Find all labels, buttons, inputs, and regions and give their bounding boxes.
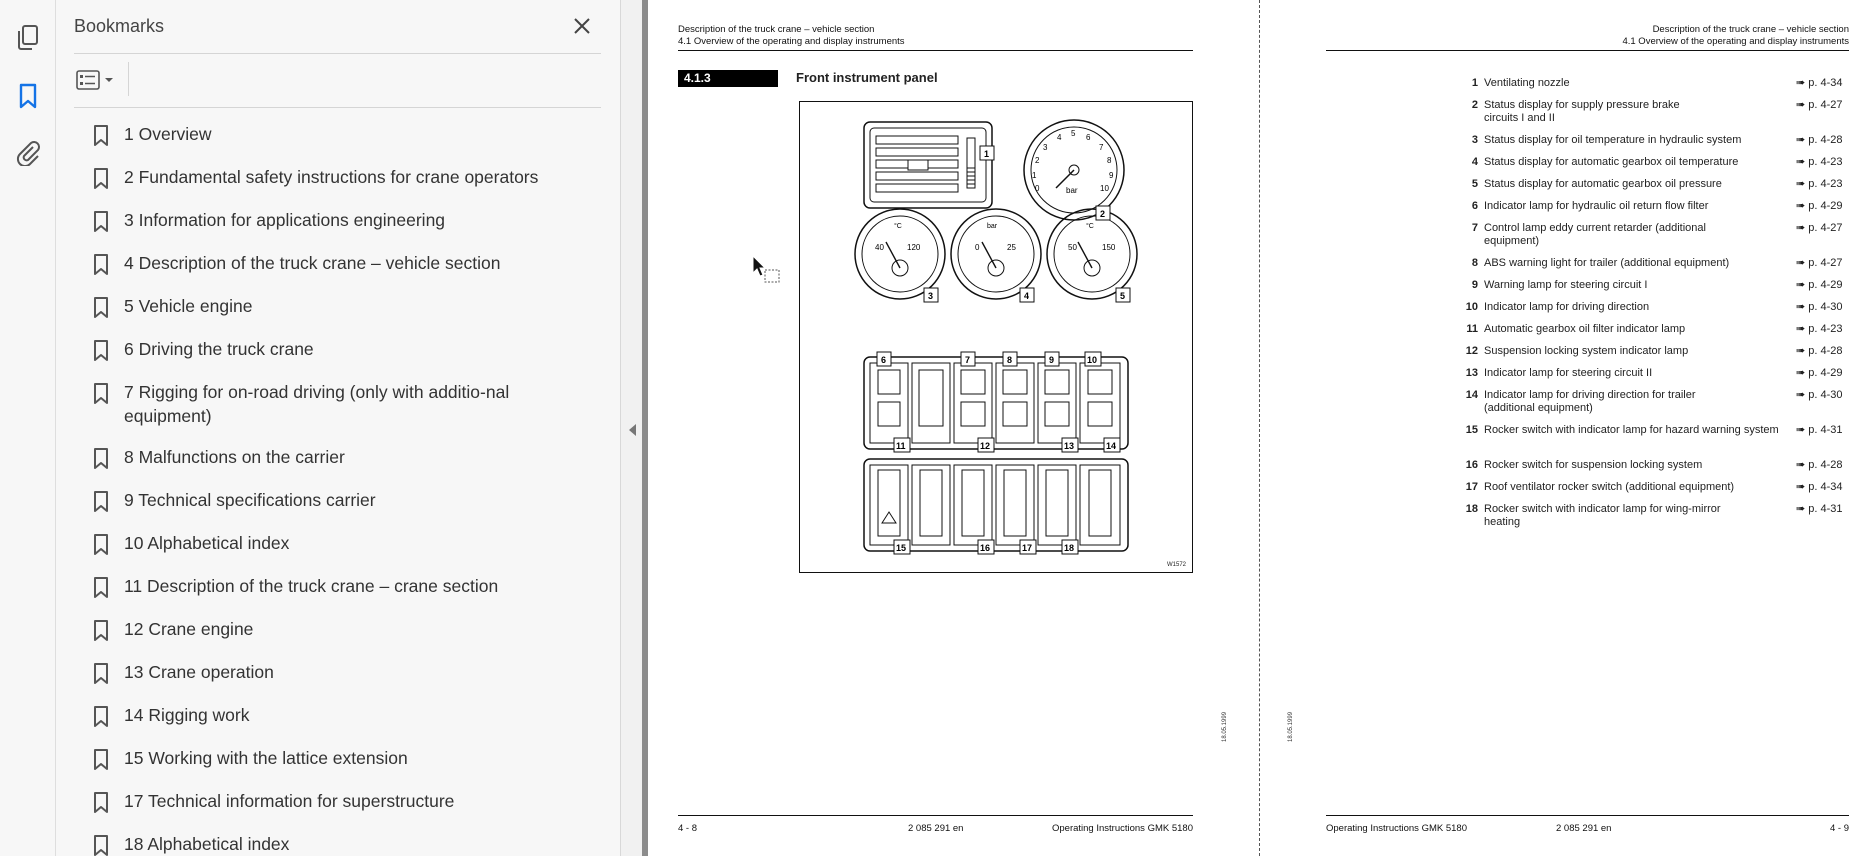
page-reference[interactable]: ➠ p. 4-28 — [1796, 345, 1843, 357]
legend-number: 5 — [1471, 178, 1478, 190]
bookmark-item[interactable] — [92, 613, 602, 647]
footer-doc-number: 2 085 291 en — [908, 823, 964, 834]
page-reference[interactable]: ➠ p. 4-23 — [1796, 323, 1843, 335]
page-reference[interactable]: ➠ p. 4-27 — [1796, 99, 1843, 111]
svg-text:40: 40 — [875, 243, 884, 252]
legend-text: Automatic gearbox oil filter indicator lamp — [1484, 323, 1686, 335]
legend-list — [1458, 77, 1848, 538]
legend-number: 17 — [1465, 481, 1478, 493]
legend-number: 15 — [1465, 424, 1478, 436]
bookmark-label: 5 Vehicle engine — [124, 296, 253, 316]
svg-text:2: 2 — [1035, 156, 1040, 165]
legend-item — [1458, 77, 1848, 90]
bookmark-icon — [92, 619, 110, 643]
bookmark-icon[interactable] — [12, 80, 44, 112]
legend-number: 9 — [1471, 279, 1478, 291]
sidebar-rail — [0, 0, 56, 856]
document-view — [648, 0, 1860, 856]
bookmark-icon — [92, 210, 110, 234]
svg-text:18: 18 — [1064, 543, 1075, 553]
svg-text:120: 120 — [907, 243, 921, 252]
page-reference[interactable]: ➠ p. 4-30 — [1796, 389, 1843, 401]
legend-number: 7 — [1471, 222, 1478, 234]
footer-title: Operating Instructions GMK 5180 — [1326, 823, 1467, 834]
divider — [74, 53, 601, 54]
bookmark-icon — [92, 576, 110, 600]
legend-number: 8 — [1471, 257, 1478, 269]
list-options-icon — [76, 70, 100, 90]
legend-number: 10 — [1465, 301, 1478, 313]
rocker-switch-panel — [864, 459, 1128, 551]
svg-text:6: 6 — [1086, 133, 1091, 142]
legend-number: 18 — [1465, 503, 1478, 515]
legend-text: Rocker switch with indicator lamp for hazard warning system — [1484, 424, 1779, 436]
svg-text:10: 10 — [1100, 184, 1109, 193]
legend-text: Control lamp eddy current retarder (additional equipment) — [1484, 222, 1706, 247]
svg-text:16: 16 — [980, 543, 991, 553]
footer-page-number: 4 - 8 — [678, 823, 698, 834]
svg-text:12: 12 — [980, 441, 991, 451]
legend-item — [1458, 134, 1848, 147]
page-reference[interactable]: ➠ p. 4-28 — [1796, 134, 1843, 146]
ventilating-nozzle — [864, 122, 992, 208]
header-line: Description of the truck crane – vehicle section — [1652, 24, 1849, 35]
page-reference[interactable]: ➠ p. 4-29 — [1796, 367, 1843, 379]
legend-text: Status display for supply pressure brake circuits I and II — [1484, 99, 1680, 124]
bookmark-icon — [92, 253, 110, 277]
bookmark-icon — [92, 662, 110, 686]
bookmark-item[interactable] — [92, 570, 602, 604]
svg-text:3: 3 — [928, 291, 934, 301]
section-number: 4.1.3 — [678, 70, 778, 87]
figure-id: W1572 — [1166, 562, 1186, 568]
bookmark-label: 10 Alphabetical index — [124, 533, 290, 553]
svg-text:13: 13 — [1064, 441, 1075, 451]
bookmark-icon — [92, 791, 110, 815]
legend-text: ABS warning light for trailer (additional equipment) — [1484, 257, 1730, 269]
side-date: 18.05.1999 — [1222, 711, 1228, 742]
bookmark-options-button[interactable] — [76, 66, 122, 94]
bookmark-list — [92, 118, 602, 856]
legend-item — [1458, 323, 1848, 336]
bookmark-item[interactable] — [92, 441, 602, 475]
bookmark-icon — [92, 296, 110, 320]
legend-text: Rocker switch with indicator lamp for wing-mirror heating — [1484, 503, 1721, 528]
bookmark-item[interactable] — [92, 247, 602, 281]
svg-text:4: 4 — [1057, 133, 1062, 142]
bookmark-icon — [92, 382, 110, 406]
legend-text: Indicator lamp for driving direction — [1484, 301, 1650, 313]
bookmarks-panel — [56, 0, 620, 856]
bookmark-icon — [92, 748, 110, 772]
close-icon[interactable] — [570, 14, 594, 38]
svg-text:14: 14 — [1106, 441, 1117, 451]
bookmark-label: 17 Technical information for superstructure — [124, 791, 455, 811]
attachment-icon[interactable] — [12, 136, 44, 168]
svg-text:17: 17 — [1022, 543, 1033, 553]
bookmark-item[interactable] — [92, 828, 602, 856]
svg-text:1: 1 — [984, 149, 990, 159]
legend-number: 16 — [1465, 459, 1478, 471]
bookmark-label: 7 Rigging for on-road driving (only with additio-nal equipment) — [124, 382, 510, 426]
panel-title: Bookmarks — [74, 16, 165, 36]
svg-text:7: 7 — [1099, 143, 1104, 152]
svg-text:bar: bar — [1066, 186, 1078, 195]
svg-text:8: 8 — [1107, 156, 1112, 165]
bookmark-item[interactable] — [92, 527, 602, 561]
legend-text: Ventilating nozzle — [1484, 77, 1570, 89]
page-reference[interactable]: ➠ p. 4-27 — [1796, 257, 1843, 269]
svg-text:4: 4 — [1024, 291, 1030, 301]
bookmark-item[interactable] — [92, 161, 602, 195]
bookmark-item[interactable] — [92, 484, 602, 518]
bookmark-icon — [92, 447, 110, 471]
page-reference[interactable]: ➠ p. 4-23 — [1796, 178, 1843, 190]
section-title: Front instrument panel — [796, 70, 938, 85]
legend-text: Roof ventilator rocker switch (additional equipment) — [1484, 481, 1735, 493]
bookmark-item[interactable] — [92, 204, 602, 238]
footer-doc-number: 2 085 291 en — [1556, 823, 1612, 834]
bookmark-item[interactable] — [92, 376, 602, 432]
svg-text:bar: bar — [987, 223, 998, 230]
hydraulic-oil-temperature-gauge — [855, 209, 945, 299]
legend-item — [1458, 459, 1848, 472]
bookmark-label: 3 Information for applications engineering — [124, 210, 446, 230]
bookmark-label: 2 Fundamental safety instructions for crane operators — [124, 167, 539, 187]
svg-text:°C: °C — [894, 223, 902, 230]
legend-item — [1458, 481, 1848, 494]
bookmark-label: 13 Crane operation — [124, 662, 274, 682]
bookmark-label: 12 Crane engine — [124, 619, 254, 639]
header-line: 4.1 Overview of the operating and display instruments — [1622, 36, 1849, 47]
page-reference[interactable]: ➠ p. 4-31 — [1796, 503, 1843, 515]
bookmark-item[interactable] — [92, 785, 602, 819]
gearbox-oil-pressure-gauge — [1047, 209, 1137, 299]
svg-text:10: 10 — [1087, 355, 1098, 365]
svg-text:11: 11 — [896, 441, 906, 451]
side-date: 18.05.1999 — [1288, 711, 1294, 742]
page-reference[interactable]: ➠ p. 4-27 — [1796, 222, 1843, 234]
bookmark-item[interactable] — [92, 656, 602, 690]
bookmark-label: 1 Overview — [124, 124, 212, 144]
pages-icon[interactable] — [12, 22, 44, 54]
footer-rule — [678, 815, 1193, 816]
bookmark-label: 14 Rigging work — [124, 705, 250, 725]
bookmark-icon — [92, 490, 110, 514]
bookmark-item[interactable] — [92, 118, 602, 152]
chevron-down-icon — [104, 76, 114, 84]
legend-number: 2 — [1471, 99, 1478, 111]
bookmark-icon — [92, 533, 110, 557]
svg-text:0: 0 — [975, 243, 980, 252]
svg-text:50: 50 — [1068, 243, 1077, 252]
legend-text: Indicator lamp for hydraulic oil return flow filter — [1484, 200, 1709, 212]
legend-item — [1458, 156, 1848, 169]
header-line: Description of the truck crane – vehicle section — [678, 24, 875, 35]
legend-item — [1458, 178, 1848, 191]
bookmark-label: 18 Alphabetical index — [124, 834, 290, 854]
svg-text:°C: °C — [1086, 223, 1094, 230]
svg-text:8: 8 — [1007, 355, 1013, 365]
legend-text: Suspension locking system indicator lamp — [1484, 345, 1689, 357]
page-header — [1326, 24, 1849, 48]
legend-text: Status display for automatic gearbox oil temperature — [1484, 156, 1739, 168]
legend-item — [1458, 345, 1848, 358]
legend-text: Status display for oil temperature in hydraulic system — [1484, 134, 1742, 146]
svg-text:6: 6 — [881, 355, 887, 365]
legend-number: 14 — [1465, 389, 1478, 401]
legend-item — [1458, 301, 1848, 314]
svg-text:7: 7 — [965, 355, 971, 365]
legend-item — [1458, 99, 1848, 125]
legend-text: Warning lamp for steering circuit I — [1484, 279, 1648, 291]
header-rule — [1326, 50, 1849, 51]
instrument-panel-drawing — [800, 102, 1191, 571]
legend-item — [1458, 279, 1848, 292]
legend-item — [1458, 424, 1848, 450]
footer-page-number: 4 - 9 — [1829, 823, 1849, 834]
bookmark-icon — [92, 167, 110, 191]
divider — [128, 62, 129, 96]
footer-title: Operating Instructions GMK 5180 — [1052, 823, 1193, 834]
legend-item — [1458, 222, 1848, 248]
legend-text: Status display for automatic gearbox oil pressure — [1484, 178, 1722, 190]
legend-item — [1458, 503, 1848, 529]
pressure-gauge — [1024, 120, 1124, 220]
svg-text:150: 150 — [1102, 243, 1116, 252]
legend-item — [1458, 389, 1848, 415]
bookmark-icon — [92, 705, 110, 729]
page-reference[interactable]: ➠ p. 4-28 — [1796, 459, 1843, 471]
divider — [74, 107, 601, 108]
legend-item — [1458, 257, 1848, 270]
legend-number: 11 — [1466, 323, 1478, 335]
instrument-panel-figure — [799, 101, 1193, 573]
svg-text:2: 2 — [1100, 209, 1106, 219]
bookmark-label: 6 Driving the truck crane — [124, 339, 314, 359]
page-reference[interactable]: ➠ p. 4-30 — [1796, 301, 1843, 313]
bookmark-icon — [92, 124, 110, 148]
bookmark-item[interactable] — [92, 742, 602, 776]
page-divider — [1259, 0, 1260, 856]
bookmark-icon — [92, 339, 110, 363]
bookmark-item[interactable] — [92, 333, 602, 367]
page-reference[interactable]: ➠ p. 4-29 — [1796, 200, 1843, 212]
svg-text:9: 9 — [1049, 355, 1055, 365]
bookmark-label: 11 Description of the truck crane – crane section — [124, 576, 499, 596]
legend-item — [1458, 200, 1848, 213]
svg-text:1: 1 — [1032, 171, 1037, 180]
mouse-cursor-icon — [752, 255, 782, 294]
svg-text:5: 5 — [1120, 291, 1126, 301]
legend-number: 6 — [1471, 200, 1478, 212]
page-reference[interactable]: ➠ p. 4-34 — [1796, 77, 1843, 89]
bookmark-label: 4 Description of the truck crane – vehicle section — [124, 253, 501, 273]
legend-text: Rocker switch for suspension locking system — [1484, 459, 1703, 471]
legend-number: 4 — [1471, 156, 1478, 168]
page-header — [678, 24, 905, 48]
bookmark-label: 9 Technical specifications carrier — [124, 490, 376, 510]
legend-number: 12 — [1465, 345, 1478, 357]
indicator-lamp-panel — [864, 357, 1128, 449]
header-rule — [678, 50, 1193, 51]
bookmark-icon — [92, 834, 110, 856]
page-reference[interactable]: ➠ p. 4-31 — [1796, 424, 1843, 436]
gearbox-oil-temperature-gauge — [951, 209, 1041, 299]
legend-number: 3 — [1471, 134, 1478, 146]
page-reference[interactable]: ➠ p. 4-34 — [1796, 481, 1843, 493]
bookmark-label: 8 Malfunctions on the carrier — [124, 447, 345, 467]
legend-text: Indicator lamp for steering circuit II — [1484, 367, 1653, 379]
footer-rule — [1326, 815, 1849, 816]
legend-number: 13 — [1465, 367, 1478, 379]
svg-text:9: 9 — [1109, 171, 1114, 180]
svg-text:3: 3 — [1043, 143, 1048, 152]
collapse-panel-icon[interactable] — [629, 424, 636, 436]
header-line: 4.1 Overview of the operating and display instruments — [678, 36, 905, 47]
page-reference[interactable]: ➠ p. 4-23 — [1796, 156, 1843, 168]
svg-text:5: 5 — [1071, 129, 1076, 138]
svg-text:15: 15 — [896, 543, 907, 553]
legend-item — [1458, 367, 1848, 380]
legend-text: Indicator lamp for driving direction for trailer (additional equipment) — [1484, 389, 1696, 414]
legend-number: 1 — [1471, 77, 1478, 89]
svg-text:0: 0 — [1035, 184, 1040, 193]
svg-text:25: 25 — [1007, 243, 1016, 252]
bookmark-item[interactable] — [92, 699, 602, 733]
bookmark-item[interactable] — [92, 290, 602, 324]
bookmark-label: 15 Working with the lattice extension — [124, 748, 408, 768]
page-reference[interactable]: ➠ p. 4-29 — [1796, 279, 1843, 291]
